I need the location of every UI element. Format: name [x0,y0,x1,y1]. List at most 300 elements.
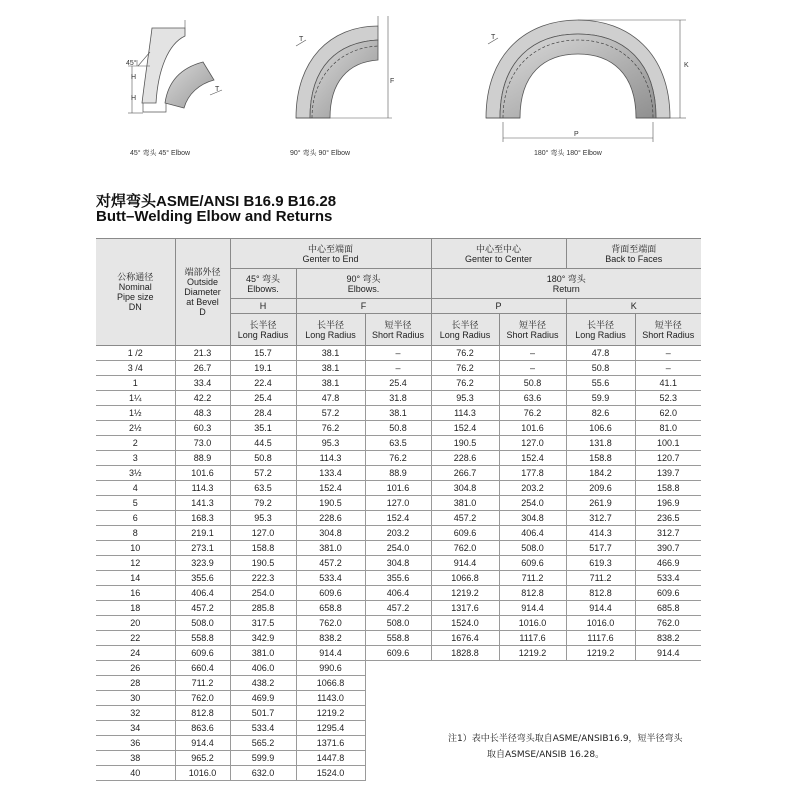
table-cell: 273.1 [175,541,230,556]
table-cell: 120.7 [635,451,701,466]
table-cell: 63.6 [499,391,566,406]
header-return-180-en: Return [552,283,580,294]
table-cell: 457.2 [175,601,230,616]
label-h-lower: H [131,95,137,102]
table-cell: 79.2 [230,496,296,511]
table-cell: 609.6 [365,646,431,661]
table-cell: 457.2 [431,511,499,526]
table-cell: 1295.4 [296,721,365,736]
table-cell: 219.1 [175,526,230,541]
table-row [96,646,701,661]
table-cell: 1676.4 [431,631,499,646]
table-cell: 406.0 [230,661,296,676]
table-cell: 19.1 [230,361,296,376]
table-cell: 414.3 [566,526,635,541]
header-nominal-en-3: DN [128,302,142,312]
table-row [96,511,701,526]
table-cell: 52.3 [635,391,701,406]
empty-cell [635,691,701,706]
table-cell: 1117.6 [499,631,566,646]
table-row [96,496,701,511]
table-cell: 381.0 [296,541,365,556]
header-long-cn: 长半径 [249,319,277,330]
table-cell: 762.0 [635,616,701,631]
empty-cell [431,661,499,676]
header-k-long-radius [566,314,635,346]
table-cell: 660.4 [175,661,230,676]
table-cell: 508.0 [175,616,230,631]
table-cell: 1219.2 [431,586,499,601]
table-row [96,706,701,721]
empty-cell [635,706,701,721]
table-cell: 76.2 [431,346,499,361]
table-cell: 342.9 [230,631,296,646]
table-cell: 88.9 [365,466,431,481]
table-row [96,691,701,706]
header-p-long-radius [431,314,499,346]
header-nominal [96,239,175,346]
table-cell: 139.7 [635,466,701,481]
table-cell: 34 [96,721,175,736]
table-row [96,526,701,541]
table-cell: 76.2 [365,451,431,466]
header-nominal-cn: 公称通径 [117,272,154,282]
table-cell: 1219.2 [499,646,566,661]
header-od-en-4: D [199,307,206,317]
table-cell: 55.6 [566,376,635,391]
table-cell: 209.6 [566,481,635,496]
dimension-table [96,238,701,781]
table-cell: 236.5 [635,511,701,526]
table-cell: 36 [96,736,175,751]
table-cell: 73.0 [175,436,230,451]
header-od-cn: 端部外径 [184,267,221,277]
label-h-upper: H [131,74,137,81]
table-cell: 131.8 [566,436,635,451]
header-long-cn: 长半径 [586,319,614,330]
table-cell: 658.8 [296,601,365,616]
table-cell: 304.8 [431,481,499,496]
table-cell: 1317.6 [431,601,499,616]
table-cell: 914.4 [175,736,230,751]
table-cell: 50.8 [365,421,431,436]
table-cell: 48.3 [175,406,230,421]
header-short-cn: 短半径 [654,319,682,330]
table-cell: 711.2 [499,571,566,586]
table-cell: 609.6 [431,526,499,541]
table-cell: 14 [96,571,175,586]
table-cell: 222.3 [230,571,296,586]
header-short-cn: 短半径 [384,319,412,330]
empty-cell [566,691,635,706]
empty-cell [431,691,499,706]
table-cell: 599.9 [230,751,296,766]
elbow-90-drawing [296,16,395,118]
table-cell: 1016.0 [175,766,230,781]
table-cell: 196.9 [635,496,701,511]
table-cell: 26.7 [175,361,230,376]
table-cell: 50.8 [230,451,296,466]
table-cell: 558.8 [365,631,431,646]
caption-45-elbow: 45° 弯头 45° Elbow [130,150,191,157]
table-cell: 1 /2 [96,346,175,361]
table-cell: 304.8 [296,526,365,541]
table-cell: 390.7 [635,541,701,556]
table-cell: 762.0 [296,616,365,631]
table-cell: 6 [96,511,175,526]
table-cell: 565.2 [230,736,296,751]
table-cell: 1524.0 [296,766,365,781]
header-center-to-end [230,239,431,269]
empty-cell [365,766,431,781]
table-cell: 20 [96,616,175,631]
table-cell: 965.2 [175,751,230,766]
table-cell: – [635,346,701,361]
return-180-drawing [486,20,686,142]
table-cell: 438.2 [230,676,296,691]
table-cell: 15.7 [230,346,296,361]
empty-cell [499,691,566,706]
table-cell: 812.8 [499,586,566,601]
table-cell: 95.3 [431,391,499,406]
table-cell: 406.4 [499,526,566,541]
empty-cell [365,751,431,766]
header-back-to-faces [566,239,701,269]
table-cell: 609.6 [175,646,230,661]
empty-cell [365,706,431,721]
table-cell: 152.4 [296,481,365,496]
table-cell: 25.4 [230,391,296,406]
table-cell: 5 [96,496,175,511]
table-cell: 12 [96,556,175,571]
table-cell: 21.3 [175,346,230,361]
table-row [96,766,701,781]
header-nominal-en-2: Pipe size [116,292,154,302]
table-cell: 26 [96,661,175,676]
empty-cell [365,691,431,706]
table-cell: 47.8 [296,391,365,406]
header-center-center-en: Genter to Center [464,253,533,264]
table-row [96,541,701,556]
header-h: H [230,299,296,314]
table-row [96,376,701,391]
table-cell: 100.1 [635,436,701,451]
header-long-en: Long Radius [575,329,626,340]
table-cell: 22.4 [230,376,296,391]
table-cell: 25.4 [365,376,431,391]
table-cell: 304.8 [365,556,431,571]
label-45-angle: 45° [126,60,137,67]
header-long-en: Long Radius [305,329,356,340]
table-cell: 469.9 [230,691,296,706]
table-cell: 501.7 [230,706,296,721]
header-long-cn: 长半径 [451,319,479,330]
header-return-180-cn: 180° 弯头 [546,273,586,284]
table-cell: 558.8 [175,631,230,646]
table-cell: 4 [96,481,175,496]
table-cell: 38.1 [296,376,365,391]
table-cell: 381.0 [230,646,296,661]
label-p: P [574,131,579,138]
table-cell: 228.6 [431,451,499,466]
table-row [96,661,701,676]
header-long-en: Long Radius [237,329,289,340]
header-od-en-1: Outside [186,277,219,287]
table-cell: 312.7 [566,511,635,526]
table-cell: 152.4 [431,421,499,436]
table-cell: 266.7 [431,466,499,481]
table-cell: 323.9 [175,556,230,571]
table-cell: 457.2 [296,556,365,571]
table-cell: 158.8 [566,451,635,466]
table-cell: 1143.0 [296,691,365,706]
table-cell: 355.6 [175,571,230,586]
table-cell: 3 [96,451,175,466]
header-outside-diameter [175,239,230,346]
table-cell: 2½ [96,421,175,436]
table-row [96,406,701,421]
table-cell: 28.4 [230,406,296,421]
label-t-45: T [215,86,220,93]
header-h-long-radius [230,314,296,346]
table-cell: 95.3 [296,436,365,451]
table-row [96,391,701,406]
caption-90-elbow: 90° 弯头 90° Elbow [290,150,351,157]
table-cell: 76.2 [296,421,365,436]
table-cell: 158.8 [230,541,296,556]
header-f-long-radius [296,314,365,346]
table-cell: 114.3 [175,481,230,496]
empty-cell [566,676,635,691]
empty-cell [499,676,566,691]
table-cell: 88.9 [175,451,230,466]
table-cell: 41.1 [635,376,701,391]
table-cell: 1524.0 [431,616,499,631]
table-body [96,346,701,781]
table-cell: 508.0 [365,616,431,631]
table-cell: 863.6 [175,721,230,736]
header-center-to-center [431,239,566,269]
table-cell: 141.3 [175,496,230,511]
header-short-en: Short Radius [506,329,559,340]
table-cell: 914.4 [499,601,566,616]
header-f: F [296,299,431,314]
table-row [96,586,701,601]
table-cell: 254.0 [230,586,296,601]
table-cell: 228.6 [296,511,365,526]
header-k-short-radius [635,314,701,346]
table-cell: 50.8 [499,376,566,391]
table-cell: 114.3 [431,406,499,421]
table-cell: 106.6 [566,421,635,436]
table-cell: 285.8 [230,601,296,616]
table-row [96,436,701,451]
table-row [96,346,701,361]
table-cell: 812.8 [175,706,230,721]
empty-cell [431,706,499,721]
label-t-90: T [299,36,304,43]
label-k: K [684,62,689,69]
table-cell: 406.4 [175,586,230,601]
empty-cell [365,661,431,676]
table-cell: 133.4 [296,466,365,481]
table-cell: 152.4 [499,451,566,466]
table-cell: 127.0 [365,496,431,511]
table-cell: 533.4 [635,571,701,586]
table-cell: 1016.0 [499,616,566,631]
table-cell: 609.6 [296,586,365,601]
header-short-cn: 短半径 [518,319,546,330]
empty-cell [431,676,499,691]
label-f: F [390,78,395,85]
table-cell: 1½ [96,406,175,421]
table-cell: 190.5 [230,556,296,571]
table-cell: 685.8 [635,601,701,616]
table-cell: 32 [96,706,175,721]
table-cell: 711.2 [566,571,635,586]
table-cell: 57.2 [296,406,365,421]
title-english: Butt–Welding Elbow and Returns [96,208,333,225]
table-cell: 59.9 [566,391,635,406]
table-cell: 47.8 [566,346,635,361]
header-elbow-90-en: Elbows. [347,283,380,294]
table-cell: 457.2 [365,601,431,616]
table-cell: 254.0 [499,496,566,511]
table-cell: 82.6 [566,406,635,421]
table-cell: 508.0 [499,541,566,556]
table-cell: 50.8 [566,361,635,376]
header-p-short-radius [499,314,566,346]
table-cell: 838.2 [635,631,701,646]
header-f-short-radius [365,314,431,346]
empty-cell [635,766,701,781]
header-long-en: Long Radius [439,329,491,340]
table-row [96,451,701,466]
elbow-diagrams [0,0,800,170]
empty-cell [365,721,431,736]
table-cell: 63.5 [365,436,431,451]
table-cell: 609.6 [635,586,701,601]
table-row [96,361,701,376]
table-cell: 127.0 [230,526,296,541]
table-cell: 57.2 [230,466,296,481]
empty-cell [635,661,701,676]
header-p: P [431,299,566,314]
table-cell: 914.4 [566,601,635,616]
table-cell: 812.8 [566,586,635,601]
table-cell: 619.3 [566,556,635,571]
table-cell: 254.0 [365,541,431,556]
table-cell: 152.4 [365,511,431,526]
header-long-cn: 长半径 [316,319,344,330]
table-cell: 914.4 [296,646,365,661]
table-cell: 304.8 [499,511,566,526]
table-cell: 33.4 [175,376,230,391]
empty-cell [566,766,635,781]
empty-cell [499,766,566,781]
table-cell: 1219.2 [296,706,365,721]
label-t-180: T [491,34,496,41]
table-row [96,421,701,436]
footnote [448,731,683,763]
table-cell: 40 [96,766,175,781]
table-cell: – [499,361,566,376]
header-elbow-45 [230,269,296,299]
table-cell: 38.1 [365,406,431,421]
table-cell: 1066.8 [296,676,365,691]
table-cell: 632.0 [230,766,296,781]
empty-cell [365,676,431,691]
table-cell: 76.2 [431,376,499,391]
table-cell: 158.8 [635,481,701,496]
table-cell: 609.6 [499,556,566,571]
table-cell: 76.2 [499,406,566,421]
table-row [96,556,701,571]
table-cell: 101.6 [499,421,566,436]
table-cell: 62.0 [635,406,701,421]
table-cell: 762.0 [175,691,230,706]
table-cell: 81.0 [635,421,701,436]
table-row [96,616,701,631]
table-cell: 28 [96,676,175,691]
table-cell: 355.6 [365,571,431,586]
header-short-en: Short Radius [371,329,425,340]
table-cell: 101.6 [365,481,431,496]
table-cell: 1219.2 [566,646,635,661]
table-cell: 533.4 [230,721,296,736]
table-cell: 2 [96,436,175,451]
footnote-line-1: 注1）表中长半径弯头取自ASME/ANSIB16.9，短半径弯头 [448,734,683,744]
table-cell: 1 [96,376,175,391]
table-cell: 1066.8 [431,571,499,586]
table-cell: – [499,346,566,361]
table-cell: 18 [96,601,175,616]
table-cell: 177.8 [499,466,566,481]
caption-180-elbow: 180° 弯头 180° Elbow [534,150,602,157]
table-cell: 1828.8 [431,646,499,661]
header-elbow-90 [296,269,431,299]
header-back-faces-en: Back to Faces [605,253,663,264]
header-k: K [566,299,701,314]
table-cell: 42.2 [175,391,230,406]
table-cell: 312.7 [635,526,701,541]
table-cell: 1016.0 [566,616,635,631]
empty-cell [499,661,566,676]
table-cell: 190.5 [296,496,365,511]
table-cell: 76.2 [431,361,499,376]
table-cell: 1447.8 [296,751,365,766]
elbow-drawings [0,0,800,170]
table-cell: 838.2 [296,631,365,646]
table-cell: 1117.6 [566,631,635,646]
table-cell: 203.2 [499,481,566,496]
table-cell: 3½ [96,466,175,481]
table-cell: 914.4 [431,556,499,571]
table-cell: 38.1 [296,346,365,361]
table-cell: 10 [96,541,175,556]
table-row [96,466,701,481]
table-cell: 762.0 [431,541,499,556]
table-cell: 381.0 [431,496,499,511]
table-cell: 16 [96,586,175,601]
table-cell: 533.4 [296,571,365,586]
header-back-faces-cn: 背面至端面 [611,243,657,254]
header-elbow-45-cn: 45° 弯头 [245,273,281,284]
header-elbow-45-en: Elbows. [247,283,279,294]
table-cell: 168.3 [175,511,230,526]
header-nominal-en-1: Nominal [118,282,152,292]
table-cell: 914.4 [635,646,701,661]
